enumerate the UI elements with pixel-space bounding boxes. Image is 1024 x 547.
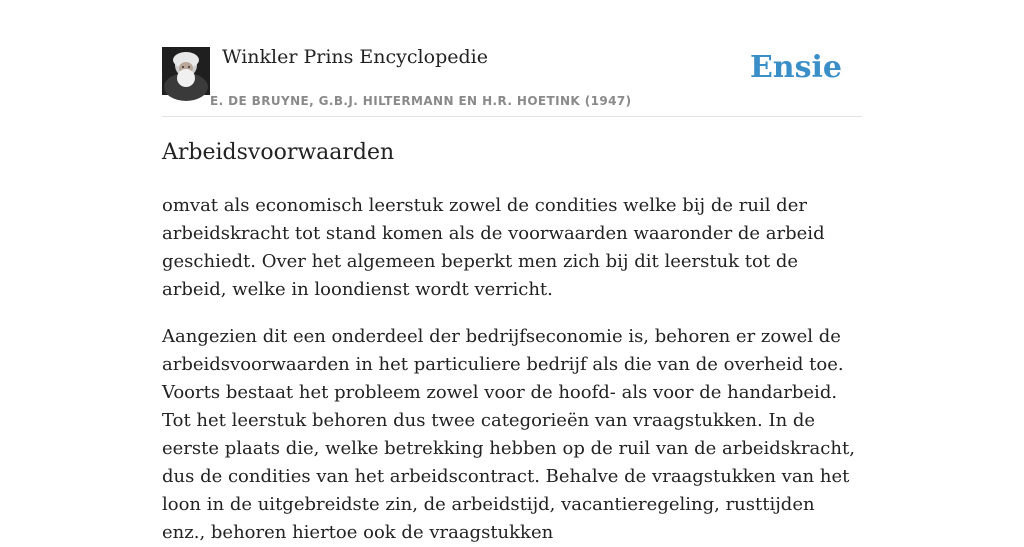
article-paragraph-2: Aangezien dit een onderdeel der bedrijfseconomie is, behoren er zowel de arbeidsvoorwaarden in het particuliere bedrijf als die van de overheid toe. Voorts bestaat het probleem zowel voor de hoofd- als voor de handarbeid. Tot het leerstuk behoren dus twee categorieën van vraagstukken. In de eerste plaats die, welke betrekking hebben op de ruil van de arbeidskracht, dus de condities van het arbeidscontract. Behalve de vraagstukken van het loon in de uitgebreidste zin, de arbeidstijd, vacantieregeling, rusttijden enz., behoren hiertoe ook de vraagstukken	[162, 326, 855, 543]
article-paragraph-1: omvat als economisch leerstuk zowel de condities welke bij de ruil der arbeidskracht tot stand komen als de voorwaarden waaronder de arbeid geschiedt. Over het algemeen beperkt men zich bij dit leerstuk tot de arbeid, welke in loondienst wordt verricht.	[162, 195, 825, 300]
site-header	[162, 0, 862, 117]
site-subtitle: E. DE BRUYNE, G.B.J. HILTERMANN EN H.R. HOETINK (1947)	[210, 94, 632, 108]
portrait-icon	[162, 47, 210, 95]
article-title: Arbeidsvoorwaarden	[162, 140, 395, 165]
author-avatar[interactable]	[162, 47, 210, 95]
brand-logo[interactable]: Ensie	[749, 50, 842, 85]
page-container	[162, 0, 862, 543]
site-title[interactable]: Winkler Prins Encyclopedie	[222, 46, 488, 68]
